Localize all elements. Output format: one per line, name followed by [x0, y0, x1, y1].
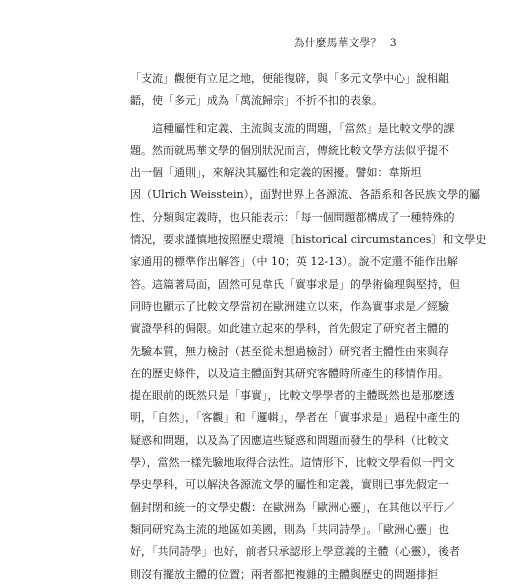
text-line: 學），當然一樣先驗地取得合法性。這情形下，比較文學看似一門文: [130, 456, 455, 470]
running-title: 為什麼馬華文學？: [293, 37, 382, 49]
paragraph-2: [130, 118, 487, 586]
text-line: 明，「自然」，「客觀」和「邏輯」，學者在「實事求是」過程中產生的: [130, 411, 460, 425]
text-line: 出一個「通則」，來解決其屬性和定義的困擾。譬如：韋斯坦: [130, 166, 422, 180]
text-line: 這種屬性和定義、主流與支流的問題，「當然」是比較文學的課: [130, 121, 455, 135]
text-line: 同時也顯示了比較文學當初在歐洲建立以來，作為實事求是／經驗: [130, 299, 449, 313]
text-line: 實證學科的侷限。如此建立起來的學科，首先假定了研究者主體的: [130, 322, 449, 336]
text-line: 情況，要求謹慎地按照歷史環境〔historical circumstances〕和文學史: [130, 233, 487, 247]
page-number: 3: [389, 37, 397, 49]
text-line: 「支流」觀便有立足之地，便能復辟，與「多元文學中心」說相齟: [130, 72, 449, 85]
paragraph-1: [130, 68, 449, 113]
text-line: 先驗本質，無力檢討（甚至從未想過檢討）研究者主體性由來與存: [130, 344, 449, 358]
text-line: 個封閉和統一的文學史觀：在歐洲為「歐洲心靈」，在其他以平行／: [130, 500, 455, 514]
text-line: 好，「共同詩學」也好，前者只承認形上學意義的主體（心靈），後者: [130, 545, 460, 559]
running-header: [294, 35, 397, 50]
text-line: 在的歷史條件，以及這主體面對其研究客體時所產生的移情作用。: [130, 366, 449, 380]
body-text: [130, 68, 487, 586]
text-line: 類同研究為主流的地區如美國，則為「共同詩學」。「歐洲心靈」也: [130, 522, 449, 536]
text-line: 疑惑和問題，以及為了因應這些疑惑和問題而發生的學科（比較文: [130, 433, 449, 447]
text-line: 家通用的標準作出解答」（中 10；英 12-13）。說不定還不能作出解: [130, 255, 458, 269]
text-line: 答。這篇著局面，固然可見韋氏「實事求是」的學術倫理與堅持，但: [130, 277, 460, 291]
text-line: 題。然而就馬華文學的個別狀況而言，傳統比較文學方法似乎提不: [130, 143, 449, 157]
text-line: 因（Ulrich Weisstein），面對世界上各源流、各語系和各民族文學的屬: [130, 188, 481, 202]
text-line: 性、分類與定義時，也只能表示：「每一個問題都構成了一種特殊的: [130, 210, 455, 224]
text-line: 學史學科，可以解決各源流文學的屬性和定義，實則已事先假定一: [130, 478, 449, 492]
text-line: 齬，使「多元」成為「萬流歸宗」不折不扣的表象。: [130, 94, 383, 108]
text-line: 則沒有擺放主體的位置；兩者都把複雜的主體與歷史的問題排拒: [130, 567, 438, 581]
text-line: 提在眼前的既然只是「事實」，比較文學學者的主體既然也是那麼透: [130, 389, 455, 403]
